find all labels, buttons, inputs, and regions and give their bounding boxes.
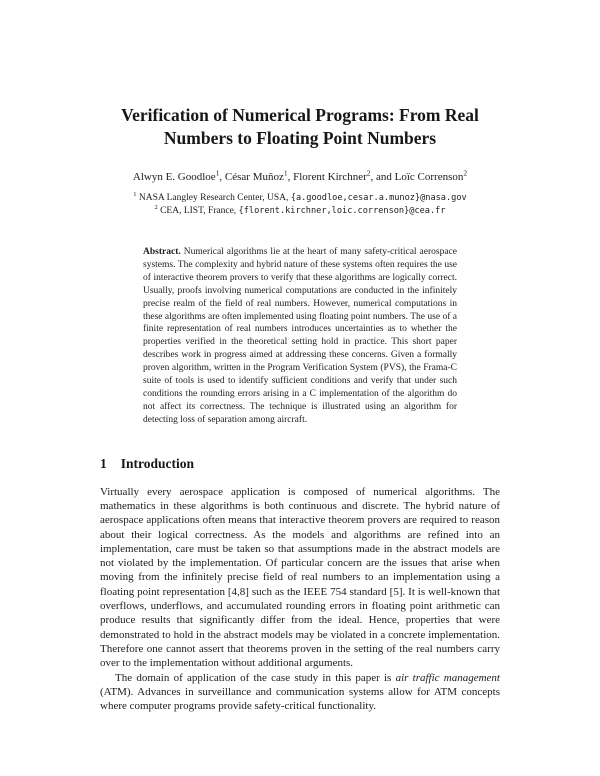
author-name-2: César Muñoz — [224, 171, 284, 183]
intro-paragraph-2-pre: The domain of application of the case study in this paper is — [115, 671, 396, 684]
author-sup-2: 1 — [283, 168, 288, 178]
authors-line — [0, 168, 600, 183]
author-sup-3: 2 — [366, 168, 371, 178]
author-name-4: Loïc Correnson — [394, 171, 464, 183]
affiliation-line-1 — [0, 192, 600, 205]
section-heading-introduction — [100, 456, 500, 472]
author-sup-4: 2 — [463, 168, 468, 178]
affiliation-line-2 — [0, 205, 600, 218]
abstract-block — [143, 246, 457, 427]
author-sup-1: 1 — [215, 168, 220, 178]
affiliations-block — [0, 192, 600, 218]
author-separator-2: , — [287, 171, 294, 183]
section-number: 1 — [100, 455, 107, 471]
abstract-text: Numerical algorithms lie at the heart of many safety-critical aerospace systems. The complexity and hybrid nature of these systems often requires the use of interactive theorem provers to verify that these algorithms are logically correct. Usually, proofs involving numerical computations are conducted in the infinitely precise realm of the field of real numbers. However, numerical computations in these algorithms are often implemented using floating point numbers. The use of a finite representation of real numbers introduces uncertainties as to whether the properties verified in the theoretical setting hold in practice. This short paper describes work in progress aimed at addressing these concerns. Given a formally proven algorithm, written in the Program Verification System (PVS), the Frama-C suite of tools is used to identify sufficient conditions and verify that under such conditions the rounding errors arising in a C implementation of the algorithm do not affect its correctness. The technique is illustrated using an algorithm for detecting loss of separation among aircraft. — [143, 247, 457, 425]
author-name-1: Alwyn E. Goodloe — [132, 171, 216, 183]
paper-title — [0, 0, 600, 150]
title-line-1: Verification of Numerical Programs: From Real — [121, 105, 479, 125]
author-separator-3: , and — [370, 171, 395, 183]
affiliation-email-1: {a.goodloe,cesar.a.munoz}@nasa.gov — [290, 193, 467, 203]
abstract-label: Abstract. — [143, 247, 181, 257]
section-title: Introduction — [120, 455, 195, 471]
affiliation-sup-1: 1 — [133, 190, 137, 198]
title-line-2: Numbers to Floating Point Numbers — [163, 128, 437, 148]
intro-paragraph-2 — [100, 671, 500, 714]
affiliation-text-1: NASA Langley Research Center, USA, — [138, 193, 291, 203]
intro-paragraph-2-post: (ATM). Advances in surveillance and communication systems allow for ATM concepts where computer programs provide safety-critical functionality. — [100, 685, 500, 713]
affiliation-text-2: CEA, LIST, France, — [160, 206, 239, 216]
intro-paragraph-1: Virtually every aerospace application is composed of numerical algorithms. The mathematics in these algorithms is both continuous and discrete. The hybrid nature of aerospace applications often means that interactive theorem provers are required to reason about their logical correctness. As the models and algorithms are refined into an implementation, care must be taken so that assumptions made in the abstract models are not violated by the implementation. Of particular concern are the issues that arise when moving from the infinitely precise field of real numbers to an implementation using a floating point representation [4,8] such as the IEEE 754 standard [5]. It is well-known that overflows, underflows, and accumulated rounding errors in floating point arithmetic can produce results that significantly differ from the ideal. Hence, properties that were demonstrated to hold in the abstract models may be violated in a concrete implementation. Therefore one cannot assert that theorems proven in the setting of the real numbers carry over to the implementation without additional arguments. — [100, 485, 500, 670]
italic-phrase-atm: air traffic management — [395, 671, 500, 684]
author-name-3: Florent Kirchner — [293, 171, 367, 183]
affiliation-sup-2: 2 — [154, 203, 158, 211]
author-separator-1: , — [219, 171, 225, 183]
affiliation-email-2: {florent.kirchner,loic.correnson}@cea.fr — [238, 206, 446, 216]
